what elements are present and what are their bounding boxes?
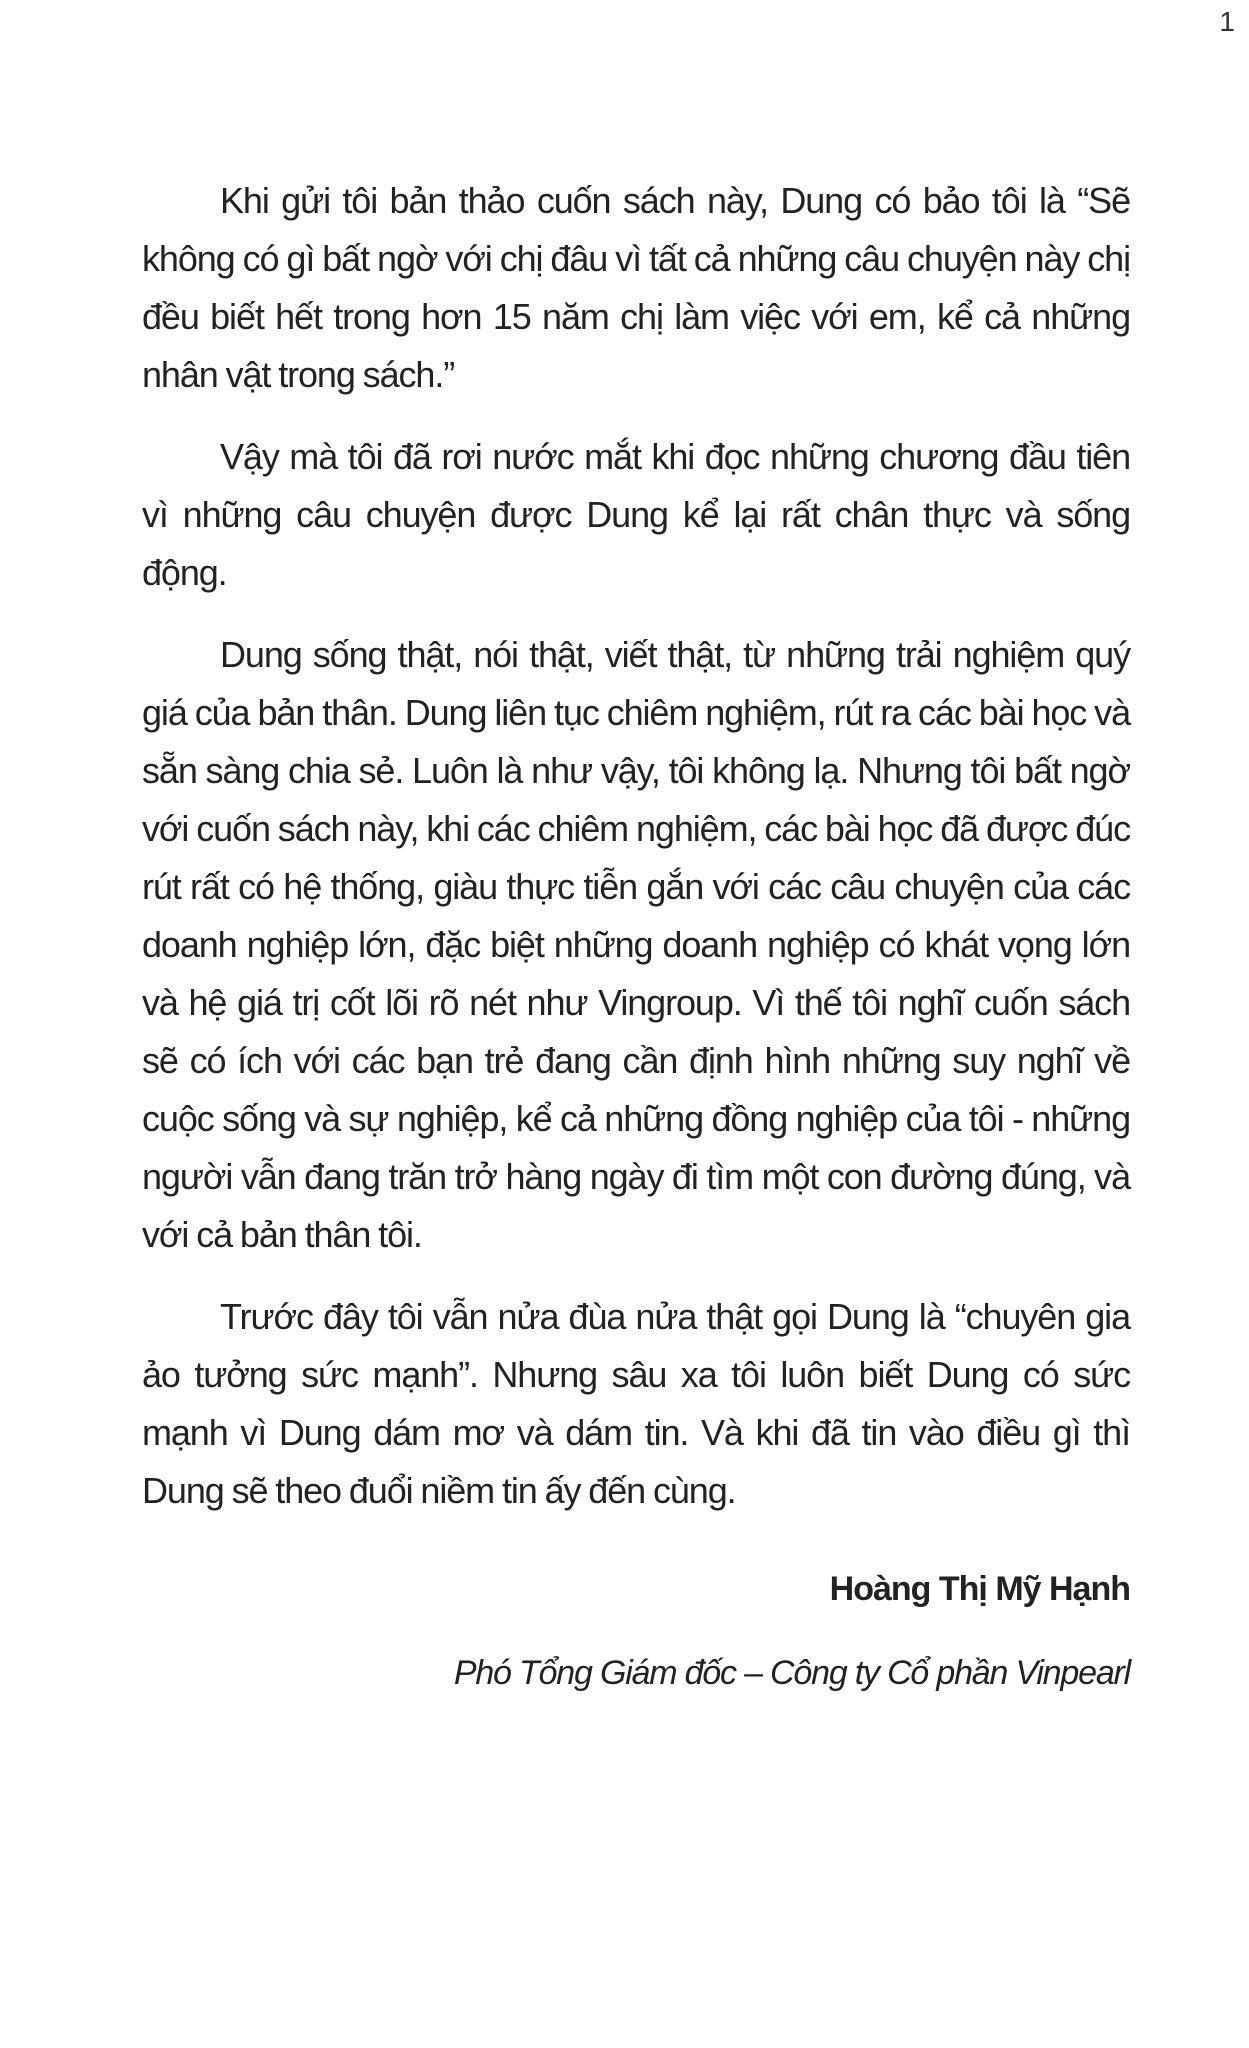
paragraph-3: Dung sống thật, nói thật, viết thật, từ những trải nghiệm quý giá của bản thân. Dung liên tục chiêm nghiệm, rút ra các bài học và sẵn sàng chia sẻ. Luôn là như vậy, tôi không lạ. Nhưng tôi bất ngờ với cuốn sách này, khi các chiêm nghiệm, các bài học đã được đúc rút rất có hệ thống, giàu thực tiễn gắn với các câu chuyện của các doanh nghiệp lớn, đặc biệt những doanh nghiệp có khát vọng lớn và hệ giá trị cốt lõi rõ nét như Vingroup. Vì thế tôi nghĩ cuốn sách sẽ có ích với các bạn trẻ đang cần định hình những suy nghĩ về cuộc sống và sự nghiệp, kể cả những đồng nghiệp của tôi - những người vẫn đang trăn trở hàng ngày đi tìm một con đường đúng, và với cả bản thân tôi. <box>142 634 1130 1255</box>
page-body <box>142 172 1130 1702</box>
paragraph-1: Khi gửi tôi bản thảo cuốn sách này, Dung có bảo tôi là “Sẽ không có gì bất ngờ với chị đâu vì tất cả những câu chuyện này chị đều biết hết trong hơn 15 năm chị làm việc với em, kể cả những nhân vật trong sách.” <box>142 180 1130 395</box>
paragraph-4: Trước đây tôi vẫn nửa đùa nửa thật gọi Dung là “chuyên gia ảo tưởng sức mạnh”. Nhưng sâu xa tôi luôn biết Dung có sức mạnh vì Dung dám mơ và dám tin. Và khi đã tin vào điều gì thì Dung sẽ theo đuổi niềm tin ấy đến cùng. <box>142 1296 1130 1511</box>
author-name: Hoàng Thị Mỹ Hạnh <box>829 1570 1130 1608</box>
author-title: Phó Tổng Giám đốc – Công ty Cổ phần Vinpearl <box>453 1654 1130 1692</box>
page-number: 1 <box>1219 6 1235 37</box>
paragraph-2: Vậy mà tôi đã rơi nước mắt khi đọc những chương đầu tiên vì những câu chuyện được Dung kể lại rất chân thực và sống động. <box>142 436 1130 593</box>
